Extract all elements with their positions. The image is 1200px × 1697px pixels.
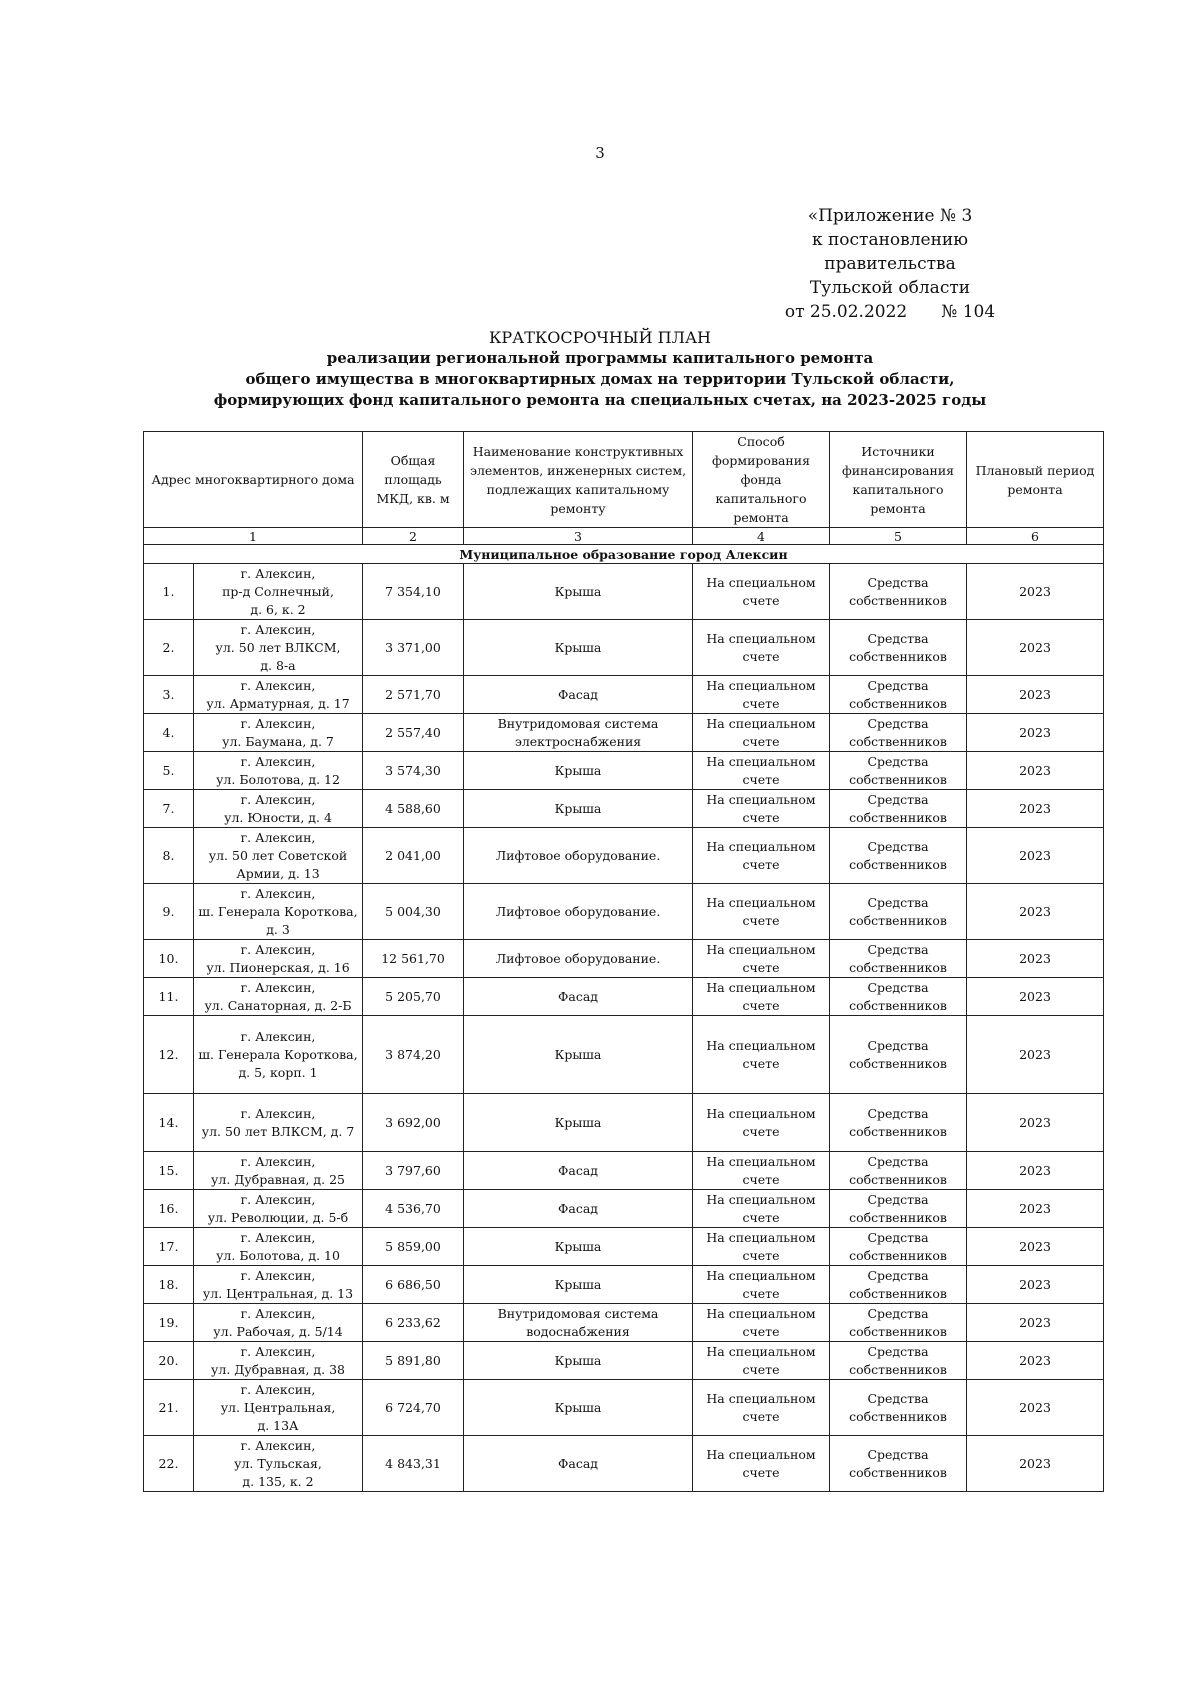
row-year: 2023 <box>967 1152 1104 1190</box>
row-source: Средства собственников <box>830 1016 967 1094</box>
row-method: На специальном счете <box>693 1266 830 1304</box>
table-row <box>144 940 1104 978</box>
row-year: 2023 <box>967 1380 1104 1436</box>
row-source: Средства собственников <box>830 676 967 714</box>
row-year: 2023 <box>967 1342 1104 1380</box>
row-address: г. Алексин, ул. Центральная, д. 13А <box>194 1380 363 1436</box>
row-year: 2023 <box>967 1304 1104 1342</box>
row-element: Крыша <box>464 620 693 676</box>
row-source: Средства собственников <box>830 564 967 620</box>
row-source: Средства собственников <box>830 1152 967 1190</box>
row-method: На специальном счете <box>693 978 830 1016</box>
row-source: Средства собственников <box>830 1266 967 1304</box>
row-number: 7. <box>144 790 194 828</box>
row-address: г. Алексин, ул. Дубравная, д. 38 <box>194 1342 363 1380</box>
annex-line-2: к постановлению правительства <box>811 230 969 274</box>
row-element: Крыша <box>464 1094 693 1152</box>
row-element: Фасад <box>464 1436 693 1492</box>
row-method: На специальном счете <box>693 1152 830 1190</box>
row-year: 2023 <box>967 752 1104 790</box>
row-address: г. Алексин, ул. Арматурная, д. 17 <box>194 676 363 714</box>
row-element: Лифтовое оборудование. <box>464 828 693 884</box>
row-area: 5 205,70 <box>363 978 464 1016</box>
row-method: На специальном счете <box>693 1436 830 1492</box>
row-area: 5 859,00 <box>363 1228 464 1266</box>
table-header-row <box>144 432 1104 528</box>
row-number: 17. <box>144 1228 194 1266</box>
row-element: Крыша <box>464 790 693 828</box>
row-area: 3 874,20 <box>363 1016 464 1094</box>
row-method: На специальном счете <box>693 752 830 790</box>
row-number: 16. <box>144 1190 194 1228</box>
row-number: 2. <box>144 620 194 676</box>
row-year: 2023 <box>967 1266 1104 1304</box>
row-area: 3 574,30 <box>363 752 464 790</box>
row-method: На специальном счете <box>693 564 830 620</box>
row-method: На специальном счете <box>693 828 830 884</box>
row-element: Крыша <box>464 1228 693 1266</box>
row-source: Средства собственников <box>830 884 967 940</box>
row-number: 4. <box>144 714 194 752</box>
row-number: 18. <box>144 1266 194 1304</box>
row-element: Лифтовое оборудование. <box>464 884 693 940</box>
row-method: На специальном счете <box>693 1380 830 1436</box>
table-row <box>144 752 1104 790</box>
row-method: На специальном счете <box>693 1016 830 1094</box>
row-area: 6 724,70 <box>363 1380 464 1436</box>
row-source: Средства собственников <box>830 1228 967 1266</box>
row-area: 6 233,62 <box>363 1304 464 1342</box>
header-period: Плановый период ремонта <box>967 432 1104 528</box>
row-source: Средства собственников <box>830 620 967 676</box>
row-number: 15. <box>144 1152 194 1190</box>
row-address: г. Алексин, ул. Тульская, д. 135, к. 2 <box>194 1436 363 1492</box>
row-address: г. Алексин, ш. Генерала Короткова, д. 3 <box>194 884 363 940</box>
row-element: Фасад <box>464 1152 693 1190</box>
row-area: 4 843,31 <box>363 1436 464 1492</box>
row-year: 2023 <box>967 790 1104 828</box>
row-area: 3 692,00 <box>363 1094 464 1152</box>
row-year: 2023 <box>967 940 1104 978</box>
row-year: 2023 <box>967 1016 1104 1094</box>
table-row <box>144 564 1104 620</box>
row-year: 2023 <box>967 620 1104 676</box>
row-year: 2023 <box>967 564 1104 620</box>
row-element: Крыша <box>464 1016 693 1094</box>
header-area: Общая площадь МКД, кв. м <box>363 432 464 528</box>
municipality-heading: Муниципальное образование город Алексин <box>144 545 1104 564</box>
header-address: Адрес многоквартирного дома <box>144 432 363 528</box>
row-area: 5 891,80 <box>363 1342 464 1380</box>
row-element: Крыша <box>464 1380 693 1436</box>
table-row <box>144 1342 1104 1380</box>
row-address: г. Алексин, пр-д Солнечный, д. 6, к. 2 <box>194 564 363 620</box>
title-line-3: общего имущества в многоквартирных домах на территории Тульской области, <box>245 370 955 388</box>
row-year: 2023 <box>967 1190 1104 1228</box>
table-row <box>144 1094 1104 1152</box>
row-element: Внутридомовая система электроснабжения <box>464 714 693 752</box>
plan-table <box>143 431 1104 1492</box>
row-source: Средства собственников <box>830 790 967 828</box>
row-area: 2 571,70 <box>363 676 464 714</box>
row-source: Средства собственников <box>830 752 967 790</box>
title-main: КРАТКОСРОЧНЫЙ ПЛАН <box>488 328 712 347</box>
row-area: 4 536,70 <box>363 1190 464 1228</box>
row-address: г. Алексин, ул. 50 лет ВЛКСМ, д. 7 <box>194 1094 363 1152</box>
row-year: 2023 <box>967 676 1104 714</box>
column-numbers-row <box>144 528 1104 545</box>
row-area: 2 041,00 <box>363 828 464 884</box>
annex-block <box>760 204 1020 324</box>
row-number: 3. <box>144 676 194 714</box>
row-number: 10. <box>144 940 194 978</box>
table-row <box>144 1380 1104 1436</box>
table-row <box>144 828 1104 884</box>
row-method: На специальном счете <box>693 1304 830 1342</box>
header-sources: Источники финансирования капитального ремонта <box>830 432 967 528</box>
row-method: На специальном счете <box>693 620 830 676</box>
column-number: 2 <box>363 528 464 545</box>
table-row <box>144 676 1104 714</box>
row-source: Средства собственников <box>830 940 967 978</box>
row-source: Средства собственников <box>830 1304 967 1342</box>
row-address: г. Алексин, ул. Центральная, д. 13 <box>194 1266 363 1304</box>
row-address: г. Алексин, ул. Юности, д. 4 <box>194 790 363 828</box>
row-method: На специальном счете <box>693 884 830 940</box>
row-method: На специальном счете <box>693 1190 830 1228</box>
row-source: Средства собственников <box>830 1190 967 1228</box>
row-year: 2023 <box>967 1094 1104 1152</box>
row-address: г. Алексин, ул. Рабочая, д. 5/14 <box>194 1304 363 1342</box>
row-element: Крыша <box>464 1266 693 1304</box>
row-area: 3 797,60 <box>363 1152 464 1190</box>
group-row <box>144 545 1104 564</box>
table-row <box>144 1152 1104 1190</box>
row-number: 8. <box>144 828 194 884</box>
table-row <box>144 1190 1104 1228</box>
row-number: 20. <box>144 1342 194 1380</box>
title-line-4: формирующих фонд капитального ремонта на специальных счетах, на 2023-2025 годы <box>213 391 987 409</box>
row-year: 2023 <box>967 978 1104 1016</box>
row-address: г. Алексин, ул. Болотова, д. 12 <box>194 752 363 790</box>
row-number: 21. <box>144 1380 194 1436</box>
row-number: 1. <box>144 564 194 620</box>
column-number: 5 <box>830 528 967 545</box>
table-row <box>144 978 1104 1016</box>
row-area: 3 371,00 <box>363 620 464 676</box>
document-title <box>0 327 1200 411</box>
row-method: На специальном счете <box>693 790 830 828</box>
row-method: На специальном счете <box>693 1342 830 1380</box>
table-row <box>144 1228 1104 1266</box>
row-number: 12. <box>144 1016 194 1094</box>
row-year: 2023 <box>967 884 1104 940</box>
row-method: На специальном счете <box>693 940 830 978</box>
annex-number: № 104 <box>941 302 996 322</box>
column-number: 1 <box>144 528 363 545</box>
row-address: г. Алексин, ул. 50 лет Советской Армии, д. 13 <box>194 828 363 884</box>
row-method: На специальном счете <box>693 714 830 752</box>
table-row <box>144 790 1104 828</box>
row-method: На специальном счете <box>693 676 830 714</box>
row-address: г. Алексин, ш. Генерала Короткова, д. 5, корп. 1 <box>194 1016 363 1094</box>
header-method: Способ формирования фонда капитального ремонта <box>693 432 830 528</box>
row-address: г. Алексин, ул. Санаторная, д. 2-Б <box>194 978 363 1016</box>
row-number: 22. <box>144 1436 194 1492</box>
table-row <box>144 1016 1104 1094</box>
annex-line-3: Тульской области <box>809 278 971 298</box>
row-area: 12 561,70 <box>363 940 464 978</box>
row-source: Средства собственников <box>830 1380 967 1436</box>
annex-date-line <box>760 300 1020 324</box>
row-source: Средства собственников <box>830 978 967 1016</box>
row-element: Фасад <box>464 676 693 714</box>
row-source: Средства собственников <box>830 1094 967 1152</box>
row-year: 2023 <box>967 1228 1104 1266</box>
row-element: Внутридомовая система водоснабжения <box>464 1304 693 1342</box>
row-element: Крыша <box>464 1342 693 1380</box>
row-source: Средства собственников <box>830 828 967 884</box>
row-area: 7 354,10 <box>363 564 464 620</box>
title-line-2: реализации региональной программы капитального ремонта <box>326 349 874 367</box>
row-address: г. Алексин, ул. Пионерская, д. 16 <box>194 940 363 978</box>
row-source: Средства собственников <box>830 1436 967 1492</box>
row-element: Фасад <box>464 1190 693 1228</box>
row-area: 5 004,30 <box>363 884 464 940</box>
table-row <box>144 884 1104 940</box>
row-area: 2 557,40 <box>363 714 464 752</box>
row-address: г. Алексин, ул. Дубравная, д. 25 <box>194 1152 363 1190</box>
column-number: 4 <box>693 528 830 545</box>
row-year: 2023 <box>967 714 1104 752</box>
row-element: Крыша <box>464 564 693 620</box>
column-number: 6 <box>967 528 1104 545</box>
row-source: Средства собственников <box>830 714 967 752</box>
row-source: Средства собственников <box>830 1342 967 1380</box>
table-row <box>144 714 1104 752</box>
header-elements: Наименование конструктивных элементов, инженерных систем, подлежащих капитальному ремонту <box>464 432 693 528</box>
page-number: 3 <box>595 144 605 162</box>
row-element: Фасад <box>464 978 693 1016</box>
column-number: 3 <box>464 528 693 545</box>
row-year: 2023 <box>967 1436 1104 1492</box>
row-area: 4 588,60 <box>363 790 464 828</box>
table-row <box>144 620 1104 676</box>
row-number: 11. <box>144 978 194 1016</box>
annex-date: от 25.02.2022 <box>784 302 908 322</box>
table-row <box>144 1266 1104 1304</box>
row-number: 14. <box>144 1094 194 1152</box>
row-address: г. Алексин, ул. Революции, д. 5-б <box>194 1190 363 1228</box>
row-number: 9. <box>144 884 194 940</box>
row-number: 5. <box>144 752 194 790</box>
row-year: 2023 <box>967 828 1104 884</box>
row-method: На специальном счете <box>693 1094 830 1152</box>
row-number: 19. <box>144 1304 194 1342</box>
row-address: г. Алексин, ул. Болотова, д. 10 <box>194 1228 363 1266</box>
row-address: г. Алексин, ул. 50 лет ВЛКСМ, д. 8-а <box>194 620 363 676</box>
row-address: г. Алексин, ул. Баумана, д. 7 <box>194 714 363 752</box>
row-element: Лифтовое оборудование. <box>464 940 693 978</box>
row-element: Крыша <box>464 752 693 790</box>
row-method: На специальном счете <box>693 1228 830 1266</box>
annex-line-1: «Приложение № 3 <box>807 206 973 226</box>
row-area: 6 686,50 <box>363 1266 464 1304</box>
table-row <box>144 1304 1104 1342</box>
table-row <box>144 1436 1104 1492</box>
